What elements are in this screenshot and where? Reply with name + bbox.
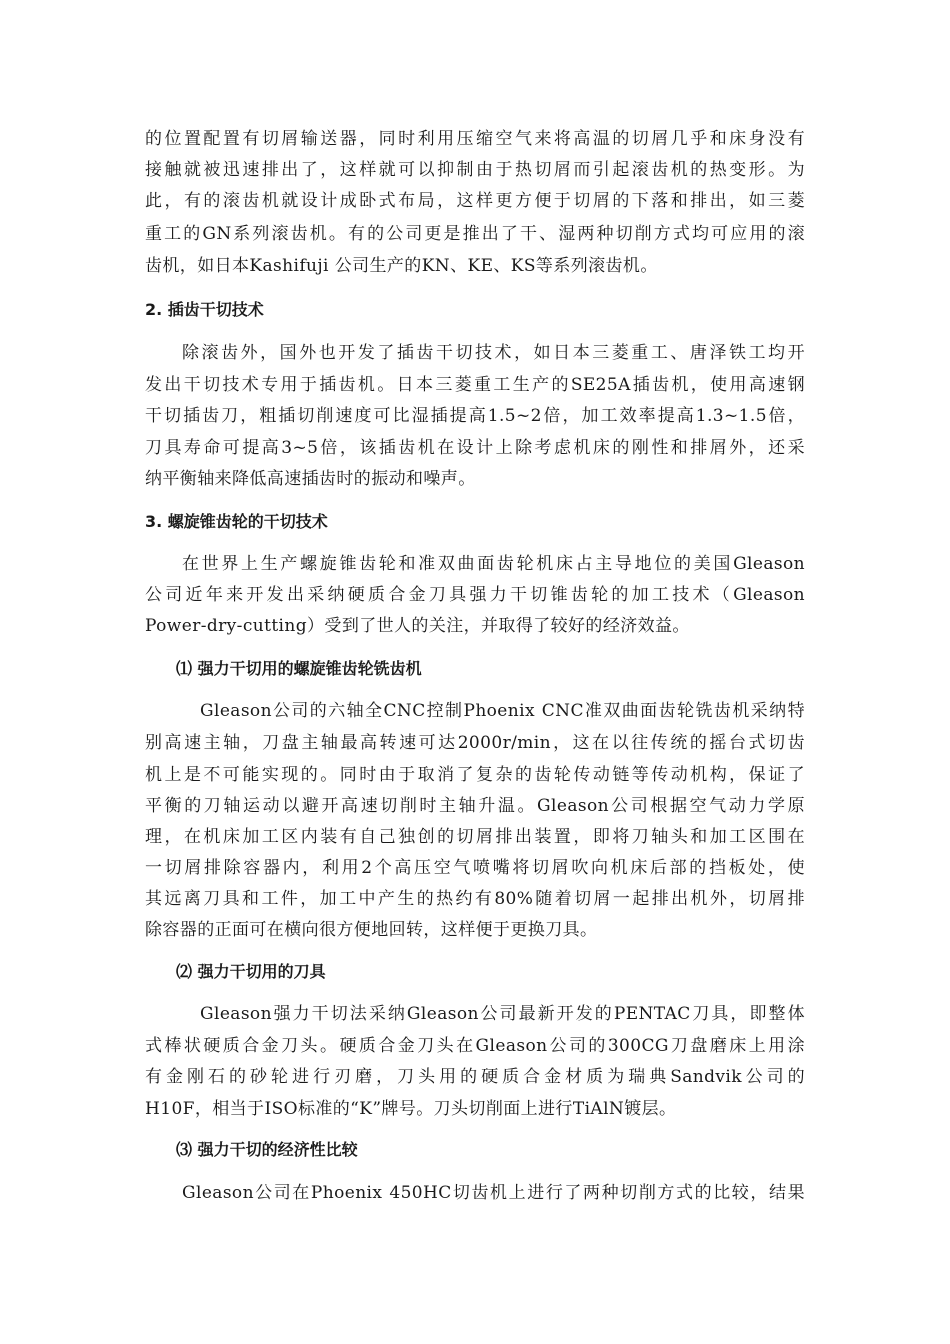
subsection-heading-3: ⑶ 强力干切的经济性比较	[176, 1140, 358, 1159]
paragraph-2-line-4: 刀具寿命可提高3~5倍，该插齿机在设计上除考虑机床的刚性和排屑外，还采	[145, 438, 805, 458]
paragraph-4-line-6: 一切屑排除容器内，利用2个高压空气喷嘴将切屑吹向机床后部的挡板处，使	[145, 858, 805, 878]
paragraph-5-line-4: H10F，相当于ISO标准的“K”牌号。刀头切削面上进行TiAlN镀层。	[145, 1099, 677, 1119]
paragraph-5-line-2: 式棒状硬质合金刀头。硬质合金刀头在Gleason公司的300CG刀盘磨床上用涂	[145, 1036, 805, 1056]
paragraph-3-line-3: Power-dry-cutting）受到了世人的关注，并取得了较好的经济效益。	[145, 616, 690, 636]
paragraph-4-line-7: 其远离刀具和工件，加工中产生的热约有80%随着切屑一起排出机外，切屑排	[145, 889, 805, 909]
subsection-heading-1: ⑴ 强力干切用的螺旋锥齿轮铣齿机	[176, 659, 422, 678]
paragraph-2-line-3: 干切插齿刀，粗插切削速度可比湿插提高1.5~2倍，加工效率提高1.3~1.5倍，	[145, 406, 805, 426]
paragraph-3-line-2: 公司近年来开发出采纳硬质合金刀具强力干切锥齿轮的加工技术（Gleason	[145, 585, 805, 605]
section-heading-2: 2. 插齿干切技术	[145, 300, 264, 319]
paragraph-1-line-3: 此，有的滚齿机就设计成卧式布局，这样更方便于切屑的下落和排出，如三菱	[145, 191, 805, 211]
section-heading-3: 3. 螺旋锥齿轮的干切技术	[145, 512, 328, 531]
paragraph-4-line-1: Gleason公司的六轴全CNC控制Phoenix CNC准双曲面齿轮铣齿机采纳特	[200, 701, 805, 721]
paragraph-4-line-3: 机上是不可能实现的。同时由于取消了复杂的齿轮传动链等传动机构，保证了	[145, 765, 805, 785]
paragraph-5-line-1: Gleason强力干切法采纳Gleason公司最新开发的PENTAC刀具，即整体	[200, 1004, 805, 1024]
paragraph-1-line-1: 的位置配置有切屑输送器，同时利用压缩空气来将高温的切屑几乎和床身没有	[145, 129, 805, 149]
paragraph-6-line-1: Gleason公司在Phoenix 450HC切齿机上进行了两种切削方式的比较，结果	[182, 1183, 805, 1203]
paragraph-3-line-1: 在世界上生产螺旋锥齿轮和准双曲面齿轮机床占主导地位的美国Gleason	[182, 554, 805, 574]
paragraph-1-line-2: 接触就被迅速排出了，这样就可以抑制由于热切屑而引起滚齿机的热变形。为	[145, 160, 805, 180]
paragraph-4-line-8: 除容器的正面可在横向很方便地回转，这样便于更换刀具。	[145, 920, 598, 940]
paragraph-1-line-5: 齿机，如日本Kashifuji 公司生产的KN、KE、KS等系列滚齿机。	[145, 256, 658, 276]
subsection-heading-2: ⑵ 强力干切用的刀具	[176, 962, 326, 981]
paragraph-2-line-5: 纳平衡轴来降低高速插齿时的振动和噪声。	[145, 469, 476, 489]
paragraph-4-line-5: 理，在机床加工区内装有自己独创的切屑排出装置，即将刀轴头和加工区围在	[145, 827, 805, 847]
paragraph-4-line-2: 别高速主轴，刀盘主轴最高转速可达2000r/min，这在以往传统的摇台式切齿	[145, 733, 805, 753]
paragraph-2-line-1: 除滚齿外，国外也开发了插齿干切技术，如日本三菱重工、唐泽铁工均开	[182, 343, 805, 363]
paragraph-2-line-2: 发出干切技术专用于插齿机。日本三菱重工生产的SE25A插齿机，使用高速钢	[145, 375, 805, 395]
paragraph-4-line-4: 平衡的刀轴运动以避开高速切削时主轴升温。Gleason公司根据空气动力学原	[145, 796, 805, 816]
paragraph-5-line-3: 有金刚石的砂轮进行刃磨，刀头用的硬质合金材质为瑞典Sandvik公司的	[145, 1067, 805, 1087]
paragraph-1-line-4: 重工的GN系列滚齿机。有的公司更是推出了干、湿两种切削方式均可应用的滚	[145, 224, 805, 244]
